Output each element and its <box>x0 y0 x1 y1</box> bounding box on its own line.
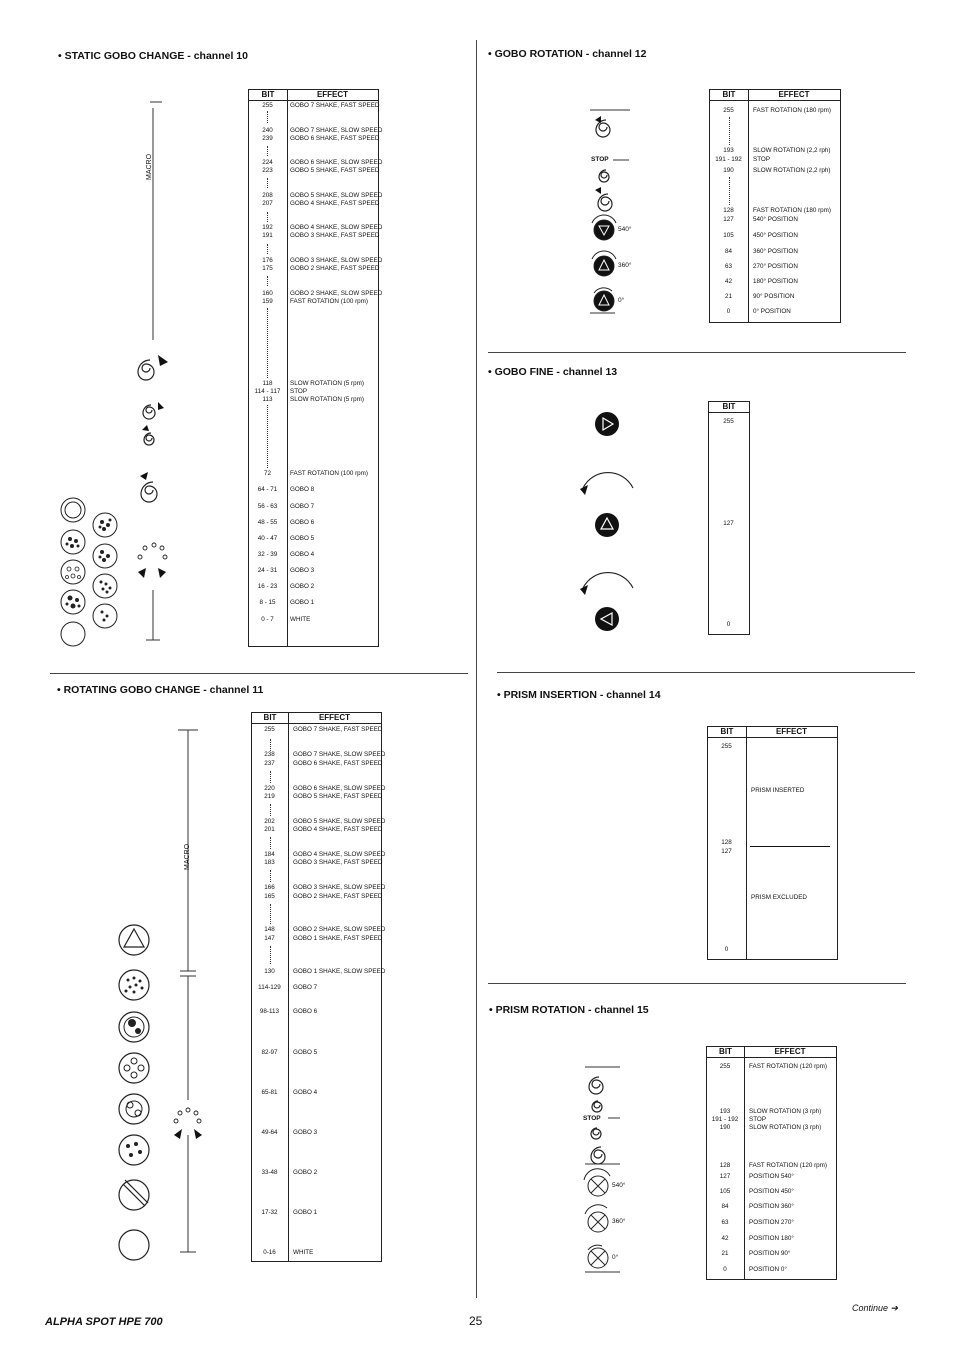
ch12-bit-cell: 255 <box>723 107 734 114</box>
ch11-effect-cell: GOBO 4 <box>293 1089 318 1096</box>
ch15-symbols <box>580 1062 640 1277</box>
ch15-effect-cell: POSITION 90° <box>749 1250 791 1257</box>
dotted-connector <box>270 904 271 924</box>
ch11-effect-cell: GOBO 1 SHAKE, SLOW SPEED <box>293 968 386 975</box>
ch15-bit-cell: 21 <box>721 1250 729 1257</box>
ch13-table <box>708 401 750 635</box>
dotted-connector <box>267 178 268 188</box>
ch11-bit-cell: 114-129 <box>258 984 281 991</box>
ch14-effect-header: EFFECT <box>775 727 808 736</box>
dotted-connector <box>270 946 271 964</box>
ch11-effect-cell: GOBO 5 SHAKE, FAST SPEED <box>293 793 383 800</box>
ch15-effect-cell: SLOW ROTATION (3 rph) <box>749 1124 822 1131</box>
ch10-bit-cell: 118 <box>262 380 273 387</box>
ch14-threshold-line <box>750 846 830 847</box>
ch10-effect-cell: GOBO 2 <box>290 583 315 590</box>
ch15-bit-cell: 84 <box>721 1203 729 1210</box>
ch11-bit-cell: 148 <box>264 926 275 933</box>
ch10-bit-cell: 113 <box>262 396 273 403</box>
dotted-connector <box>270 804 271 816</box>
dotted-connector <box>267 308 268 378</box>
ch11-bit-cell: 201 <box>264 826 275 833</box>
ch10-bit-cell: 223 <box>262 167 273 174</box>
ch10-effect-cell: GOBO 8 <box>290 486 315 493</box>
ch11-bit-cell: 65-81 <box>261 1089 278 1096</box>
ch11-bit-cell: 82-97 <box>261 1049 278 1056</box>
ch10-bit-cell: 16 - 23 <box>257 583 278 590</box>
dotted-connector <box>267 111 268 123</box>
ch11-effect-cell: GOBO 4 SHAKE, SLOW SPEED <box>293 851 386 858</box>
ch10-effect-cell: GOBO 7 SHAKE, FAST SPEED <box>290 102 380 109</box>
ch15-540-label: 540° <box>612 1182 626 1189</box>
ch11-effect-cell: GOBO 1 SHAKE, FAST SPEED <box>293 935 383 942</box>
divider-ch14-ch15 <box>488 983 906 984</box>
ch10-macro-label: MACRO <box>146 153 153 180</box>
ch14-title: • PRISM INSERTION - channel 14 <box>497 689 661 701</box>
ch10-effect-cell: SLOW ROTATION (5 rpm) <box>290 380 364 387</box>
ch15-effect-cell: SLOW ROTATION (3 rph) <box>749 1108 822 1115</box>
dotted-connector <box>267 276 268 286</box>
ch14-bit-cell: 128 <box>721 839 732 846</box>
ch10-bit-cell: 56 - 63 <box>257 503 278 510</box>
ch10-bit-cell: 48 - 55 <box>257 519 278 526</box>
ch11-bit-cell: 220 <box>264 785 275 792</box>
ch11-bit-cell: 255 <box>264 726 275 733</box>
ch13-bit-cell: 255 <box>723 418 734 425</box>
ch12-effect-cell: 270° POSITION <box>753 263 798 270</box>
ch10-bit-cell: 191 <box>262 232 273 239</box>
ch10-effect-cell: GOBO 3 <box>290 567 315 574</box>
ch12-effect-cell: 360° POSITION <box>753 248 798 255</box>
ch15-bit-cell: 255 <box>719 1063 731 1070</box>
ch10-effect-cell: FAST ROTATION (100 rpm) <box>290 298 369 305</box>
dotted-connector <box>270 837 271 849</box>
ch12-540-label: 540° <box>618 226 632 233</box>
ch10-effect-cell: GOBO 3 SHAKE, SLOW SPEED <box>290 257 383 264</box>
ch12-bit-cell: 190 <box>723 167 734 174</box>
ch15-effect-cell: FAST ROTATION (120 rpm) <box>749 1063 828 1070</box>
ch10-bit-cell: 0 - 7 <box>261 616 274 623</box>
ch11-effect-cell: GOBO 3 <box>293 1129 318 1136</box>
ch10-effect-cell: GOBO 6 SHAKE, FAST SPEED <box>290 135 380 142</box>
ch11-bit-cell: 184 <box>264 851 275 858</box>
ch11-effect-cell: GOBO 2 SHAKE, SLOW SPEED <box>293 926 386 933</box>
ch14-bit-header: BIT <box>720 727 734 736</box>
ch11-bit-cell: 166 <box>264 884 275 891</box>
ch11-bit-cell: 219 <box>264 793 275 800</box>
ch10-effect-cell: FAST ROTATION (100 rpm) <box>290 470 369 477</box>
ch12-bit-cell: 128 <box>723 207 734 214</box>
ch11-bit-cell: 183 <box>264 859 275 866</box>
ch13-title: • GOBO FINE - channel 13 <box>488 366 618 378</box>
ch14-effect-cell: PRISM EXCLUDED <box>751 894 807 901</box>
ch15-bit-cell: 0 <box>723 1266 727 1273</box>
ch11-effect-cell: GOBO 1 <box>293 1209 318 1216</box>
ch10-bit-cell: 192 <box>262 224 273 231</box>
ch15-bit-cell: 193 <box>719 1108 731 1115</box>
ch10-effect-cell: GOBO 1 <box>290 599 315 606</box>
ch11-effect-cell: GOBO 6 SHAKE, FAST SPEED <box>293 760 383 767</box>
ch12-360-label: 360° <box>618 262 632 269</box>
dotted-connector <box>267 244 268 254</box>
ch14-bit-cell: 127 <box>721 848 732 855</box>
ch11-bit-cell: 33-48 <box>261 1169 278 1176</box>
page-number: 25 <box>469 1314 483 1328</box>
ch12-effect-cell: 90° POSITION <box>753 293 795 300</box>
ch13-table-header <box>709 402 749 413</box>
ch10-effect-cell: GOBO 5 SHAKE, FAST SPEED <box>290 167 380 174</box>
ch14-effect-cell: PRISM INSERTED <box>751 787 805 794</box>
ch10-effect-cell: GOBO 4 <box>290 551 315 558</box>
ch12-table-header <box>710 90 840 101</box>
ch10-bit-cell: 8 - 15 <box>259 599 276 606</box>
ch11-bit-cell: 130 <box>264 968 275 975</box>
ch15-effect-cell: POSITION 360° <box>749 1203 794 1210</box>
ch11-column-separator <box>288 713 289 1261</box>
ch10-title: • STATIC GOBO CHANGE - channel 10 <box>58 50 248 62</box>
ch10-bit-cell: 255 <box>262 102 273 109</box>
ch10-effect-header: EFFECT <box>316 90 349 99</box>
ch10-table-header <box>249 90 378 101</box>
ch10-effect-cell: GOBO 6 <box>290 519 315 526</box>
ch10-effect-cell: GOBO 5 <box>290 535 315 542</box>
ch10-effect-cell: GOBO 6 SHAKE, SLOW SPEED <box>290 159 383 166</box>
ch11-effect-cell: GOBO 6 SHAKE, SLOW SPEED <box>293 785 386 792</box>
ch15-effect-cell: POSITION 540° <box>749 1173 794 1180</box>
ch12-bit-cell: 193 <box>723 147 734 154</box>
ch15-bit-cell: 128 <box>719 1162 731 1169</box>
ch11-effect-cell: GOBO 7 SHAKE, SLOW SPEED <box>293 751 386 758</box>
ch10-bit-cell: 224 <box>262 159 273 166</box>
ch10-bit-cell: 240 <box>262 127 273 134</box>
ch12-column-separator <box>748 90 749 322</box>
ch12-stop-label: STOP <box>591 156 609 163</box>
ch11-effect-cell: GOBO 5 SHAKE, SLOW SPEED <box>293 818 386 825</box>
ch11-effect-header: EFFECT <box>318 713 351 722</box>
ch15-effect-cell: POSITION 450° <box>749 1188 794 1195</box>
ch13-bit-header: BIT <box>722 402 736 411</box>
ch12-bit-header: BIT <box>722 90 736 99</box>
ch11-bit-cell: 147 <box>264 935 275 942</box>
ch14-bit-cell: 255 <box>721 743 732 750</box>
ch10-bit-cell: 159 <box>262 298 273 305</box>
ch15-effect-cell: STOP <box>749 1116 767 1123</box>
ch10-effect-cell: GOBO 2 SHAKE, SLOW SPEED <box>290 290 383 297</box>
ch11-macro-label: MACRO <box>184 843 191 870</box>
ch12-bit-cell: 0 <box>726 308 731 315</box>
ch11-bit-cell: 0-16 <box>263 1249 276 1256</box>
dotted-connector <box>729 117 730 145</box>
ch12-bit-cell: 105 <box>723 232 734 239</box>
ch10-bit-cell: 114 - 117 <box>254 388 281 395</box>
ch12-title: • GOBO ROTATION - channel 12 <box>488 48 647 60</box>
ch10-symbols <box>50 100 240 650</box>
ch11-title: • ROTATING GOBO CHANGE - channel 11 <box>57 684 264 696</box>
divider-ch13-ch14 <box>497 672 915 673</box>
ch15-360-label: 360° <box>612 1218 626 1225</box>
ch12-effect-cell: STOP <box>753 156 771 163</box>
ch10-bit-cell: 72 <box>263 470 271 477</box>
column-divider <box>476 40 477 1298</box>
ch12-effect-cell: 180° POSITION <box>753 278 798 285</box>
ch10-effect-cell: GOBO 4 SHAKE, FAST SPEED <box>290 200 380 207</box>
ch12-bit-cell: 84 <box>724 248 732 255</box>
ch10-effect-cell: WHITE <box>290 616 311 623</box>
ch12-effect-cell: FAST ROTATION (180 rpm) <box>753 207 832 214</box>
ch12-effect-cell: 0° POSITION <box>753 308 791 315</box>
ch10-bit-cell: 207 <box>262 200 273 207</box>
ch11-bit-cell: 98-113 <box>259 1008 280 1015</box>
ch11-symbols <box>110 725 220 1270</box>
ch10-effect-cell: STOP <box>290 388 308 395</box>
ch11-table-header <box>252 713 381 724</box>
ch15-effect-cell: FAST ROTATION (120 rpm) <box>749 1162 828 1169</box>
ch15-stop-label: STOP <box>583 1115 601 1122</box>
ch11-effect-cell: GOBO 7 <box>293 984 318 991</box>
ch11-bit-cell: 202 <box>264 818 275 825</box>
ch12-bit-cell: 42 <box>724 278 732 285</box>
ch10-bit-cell: 64 - 71 <box>257 486 278 493</box>
divider-ch12-ch13 <box>488 352 906 353</box>
ch12-effect-cell: 540° POSITION <box>753 216 798 223</box>
ch10-column-separator <box>287 90 288 646</box>
ch14-bit-cell: 0 <box>724 946 729 953</box>
ch10-effect-cell: GOBO 7 <box>290 503 315 510</box>
ch11-effect-cell: GOBO 2 SHAKE, FAST SPEED <box>293 893 383 900</box>
ch10-effect-cell: SLOW ROTATION (5 rpm) <box>290 396 364 403</box>
ch15-bit-cell: 127 <box>719 1173 731 1180</box>
ch15-effect-header: EFFECT <box>774 1047 806 1056</box>
ch11-effect-cell: GOBO 7 SHAKE, FAST SPEED <box>293 726 383 733</box>
divider-left <box>50 673 468 674</box>
ch11-bit-cell: 49-64 <box>261 1129 278 1136</box>
ch10-bit-cell: 160 <box>262 290 273 297</box>
ch11-effect-cell: GOBO 2 <box>293 1169 318 1176</box>
ch11-effect-cell: WHITE <box>293 1249 314 1256</box>
ch13-symbols <box>575 405 645 635</box>
ch12-effect-header: EFFECT <box>778 90 810 99</box>
ch10-bit-cell: 176 <box>262 257 273 264</box>
dotted-connector <box>267 146 268 156</box>
ch11-effect-cell: GOBO 4 SHAKE, FAST SPEED <box>293 826 383 833</box>
ch10-bit-cell: 239 <box>262 135 273 142</box>
ch15-title: • PRISM ROTATION - channel 15 <box>489 1004 649 1016</box>
ch14-column-separator <box>746 727 747 959</box>
ch12-symbols <box>585 105 645 320</box>
ch10-effect-cell: GOBO 3 SHAKE, FAST SPEED <box>290 232 380 239</box>
dotted-connector <box>270 771 271 783</box>
ch12-effect-cell: SLOW ROTATION (2,2 rph) <box>753 167 831 174</box>
ch15-bit-cell: 105 <box>719 1188 731 1195</box>
ch10-bit-cell: 24 - 31 <box>257 567 278 574</box>
ch15-column-separator <box>744 1047 745 1279</box>
ch14-table-header <box>708 727 837 738</box>
ch12-effect-cell: SLOW ROTATION (2,2 rph) <box>753 147 831 154</box>
ch10-bit-header: BIT <box>261 90 275 99</box>
product-name: ALPHA SPOT HPE 700 <box>45 1316 163 1328</box>
ch11-effect-cell: GOBO 3 SHAKE, FAST SPEED <box>293 859 383 866</box>
dotted-connector <box>267 212 268 222</box>
ch10-effect-cell: GOBO 4 SHAKE, SLOW SPEED <box>290 224 383 231</box>
ch12-bit-cell: 127 <box>723 216 734 223</box>
dotted-connector <box>270 739 271 751</box>
ch12-effect-cell: FAST ROTATION (180 rpm) <box>753 107 832 114</box>
ch11-bit-cell: 165 <box>264 893 275 900</box>
ch15-bit-cell: 63 <box>721 1219 729 1226</box>
ch13-bit-cell: 0 <box>726 621 731 628</box>
ch10-bit-cell: 175 <box>262 265 273 272</box>
ch15-0-label: 0° <box>612 1254 619 1261</box>
ch11-effect-cell: GOBO 6 <box>293 1008 318 1015</box>
ch12-bit-cell: 63 <box>724 263 732 270</box>
ch15-table-header <box>707 1047 836 1058</box>
ch11-bit-cell: 238 <box>264 751 275 758</box>
ch11-bit-cell: 237 <box>264 760 275 767</box>
ch13-bit-cell: 127 <box>723 520 734 527</box>
ch12-bit-cell: 191 - 192 <box>715 156 742 163</box>
ch12-effect-cell: 450° POSITION <box>753 232 798 239</box>
continue-label: Continue ➔ <box>852 1303 899 1313</box>
ch10-bit-cell: 32 - 39 <box>257 551 278 558</box>
dotted-connector <box>270 870 271 882</box>
ch10-bit-cell: 208 <box>262 192 273 199</box>
ch10-effect-cell: GOBO 2 SHAKE, FAST SPEED <box>290 265 380 272</box>
ch11-bit-cell: 17-32 <box>261 1209 278 1216</box>
dotted-connector <box>267 405 268 468</box>
dotted-connector <box>729 177 730 205</box>
ch15-bit-cell: 42 <box>721 1235 729 1242</box>
ch11-effect-cell: GOBO 3 SHAKE, SLOW SPEED <box>293 884 386 891</box>
ch15-effect-cell: POSITION 270° <box>749 1219 794 1226</box>
ch15-bit-cell: 191 - 192 <box>711 1116 739 1123</box>
ch10-effect-cell: GOBO 7 SHAKE, SLOW SPEED <box>290 127 383 134</box>
ch10-effect-cell: GOBO 5 SHAKE, SLOW SPEED <box>290 192 383 199</box>
ch15-effect-cell: POSITION 0° <box>749 1266 787 1273</box>
ch12-0-label: 0° <box>618 297 625 304</box>
ch10-bit-cell: 40 - 47 <box>257 535 278 542</box>
ch15-bit-cell: 190 <box>719 1124 731 1131</box>
ch15-effect-cell: POSITION 180° <box>749 1235 794 1242</box>
ch11-effect-cell: GOBO 5 <box>293 1049 318 1056</box>
ch12-bit-cell: 21 <box>724 293 732 300</box>
ch11-bit-header: BIT <box>263 713 277 722</box>
ch15-bit-header: BIT <box>719 1047 732 1056</box>
